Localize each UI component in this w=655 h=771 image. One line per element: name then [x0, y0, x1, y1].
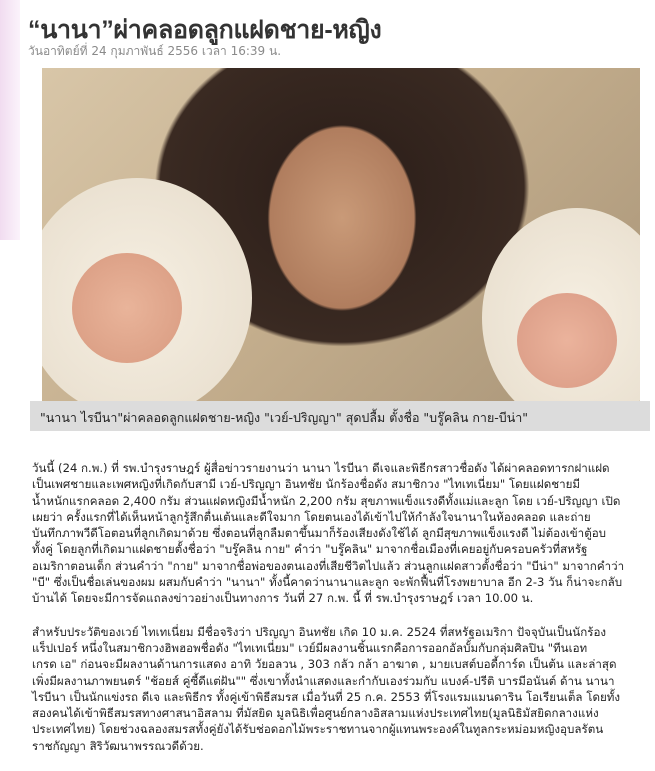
text-line: เกรด เอ" ก่อนจะมีผลงานด้านการแสดง อาทิ วัยอลวน , 303 กลัว กล้า อาฆาต , มายเบสต์บอดี้การ์ด เป็นต้น และล่าสุด	[32, 657, 617, 672]
page-side-decoration	[0, 0, 20, 240]
text-line: เพิ่งมีผลงานภาพยนตร์ "ช้อยส์ คู่ซี้ดีแต่ฝัน"" ซึ่งเขาทั้งนำแสดงและกำกับเองร่วมกับ แบงค์-ปรีติ บารมีอนันต์ ด้าน นานา	[32, 673, 615, 688]
article-photo	[42, 68, 640, 401]
text-line: ทั้งคู่ โดยลูกที่เกิดมาแฝดชายตั้งชื่อว่า "บรู๊คลิน กาย" คำว่า "บรู๊คลิน" มาจากชื่อเมืองที่เคยอยู่กับครอบครัวที่สหรัฐ	[32, 542, 588, 557]
text-line: น้ำหนักแรกคลอด 2,400 กรัม ส่วนแฝดหญิงมีน้ำหนัก 2,200 กรัม สุขภาพแข็งแรงดีทั้งแม่และลูก โดย เวย์-ปริญญา เปิด	[32, 493, 621, 508]
text-line: อเมริกาตอนเด็ก ส่วนคำว่า "กาย" มาจากชื่อพ่อของตนเองที่เสียชีวิตไปแล้ว ส่วนลูกแฝดสาวตั้งชื่อว่า "บีน่า" มาจากคำว่า	[32, 558, 625, 573]
text-line: "บี" ซึ่งเป็นชื่อเล่นของผม ผสมกับคำว่า "นานา" ทั้งนี้คาดว่านานาและลูก จะพักฟื้นที่โรงพยาบาล อีก 2-3 วัน ก็น่าจะกลับ	[32, 575, 623, 590]
baby-right-face	[517, 293, 617, 388]
text-line: บ้านได้ โดยจะมีการจัดแถลงข่าวอย่างเป็นทางการ วันที่ 27 ก.พ. นี้ ที่ รพ.บำรุงราษฎร์ เวลา 10.00 น.	[32, 591, 534, 606]
text-line: บันทึกภาพวีดีโอตอนที่ลูกเกิดมาด้วย ซึ่งตอนที่ลูกลืมตาขึ้นมาก็ร้องเสียงดังใช้ได้ ลูกมีสุขภาพแข็งแรงดี ไม่ต้องเข้าตู้อบ	[32, 526, 607, 541]
text-line: สองคนได้เข้าพิธีสมรสทางศาสนาอิสลาม ที่มัสยิด มูลนิธิเพื่อศูนย์กลางอิสลามแห่งประเทศไทย(มูลนิธิมัสยิดกลางแห่ง	[32, 706, 599, 721]
text-line: เผยว่า ครั้งแรกที่ได้เห็นหน้าลูกรู้สึกตื่นเต้นและดีใจมาก โดยตนเองได้เข้าไปให้กำลังใจนานาในห้องคลอด และถ่าย	[32, 509, 591, 524]
text-line: ประเทศไทย) โดยช่วงฉลองสมรสทั้งคู่ยังได้รับช่อดอกไม้พระราชทานจากผู้แทนพระองค์ในทูลกระหม่อมหญิงอุบลรัตน	[32, 722, 604, 737]
article-body	[32, 460, 652, 771]
text-line: สำหรับประวัติของเวย์ ไทเทเนี่ยม มีชื่อจริงว่า ปริญญา อินทชัย เกิด 10 ม.ค. 2524 ที่สหรัฐอเมริกา ปัจจุบันเป็นนักร้อง	[32, 624, 607, 639]
text-line: วันนี้ (24 ก.พ.) ที่ รพ.บำรุงราษฎร์ ผู้สื่อข่าวรายงานว่า นานา ไรบีนา ดีเจและพิธีกรสาวชื่อดัง ได้ผ่าคลอดทารกฝาแฝด	[32, 461, 610, 475]
text-line: ราชกัญญา สิริวัฒนาพรรณวดีด้วย.	[32, 738, 204, 753]
photo-caption: "นานา ไรบีนา"ผ่าคลอดลูกแฝดชาย-หญิง "เวย์-ปริญญา" สุดปลื้ม ตั้งชื่อ "บรู๊คลิน กาย-บีน่า"	[40, 410, 529, 425]
text-line: เป็นเพศชายและเพศหญิงที่เกิดกับสามี เวย์-ปริญญา อินทชัย นักร้องชื่อดัง สมาชิกวง "ไทเทเนี่ยม" โดยแฝดชายมี	[32, 477, 581, 492]
article-paragraph-1	[32, 460, 652, 607]
article-title: “นานา”ผ่าคลอดลูกแฝดชาย-หญิง	[28, 16, 382, 44]
text-line: ไรบีนา เป็นนักแข่งรถ ดีเจ และพิธีกร ทั้งคู่เข้าพิธีสมรส เมื่อวันที่ 25 ก.ค. 2553 ที่โรงแรมแมนดาริน โอเรียนเต็ล โดยทั้ง	[32, 689, 621, 704]
photo-caption-bar	[30, 401, 650, 431]
article-paragraph-2	[32, 624, 652, 754]
text-line: แร็ปเปอร์ หนึ่งในสมาชิกวงฮิพฮอพชื่อดัง "ไทเทเนี่ยม" เวย์มีผลงานชิ้นแรกคือการออกอัลบั้มกับกลุ่มศิลปิน "ทีนเอท	[32, 640, 588, 655]
baby-left-face	[72, 253, 182, 363]
article-date: วันอาทิตย์ที่ 24 กุมภาพันธ์ 2556 เวลา 16:39 น.	[28, 44, 282, 58]
